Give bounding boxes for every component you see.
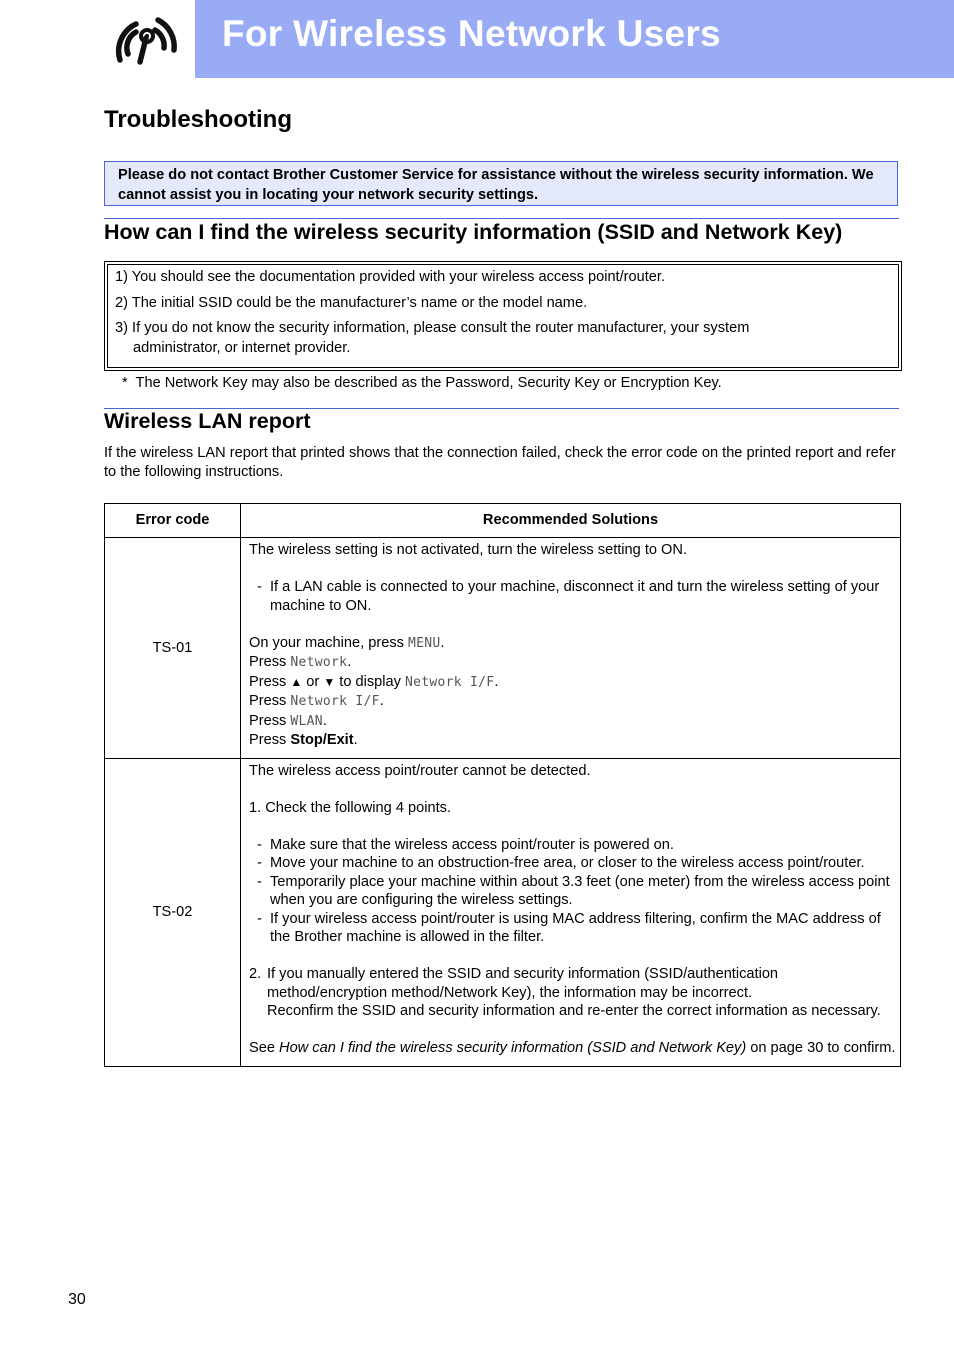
col-header-error-code: Error code [105,504,241,538]
error-code-table [104,503,901,1067]
step-line: Press WLAN. [249,712,327,729]
list-item: - Temporarily place your machine within about 3.3 feet (one meter) from the wireless access point when you are configuring the wireless settings. [249,873,898,910]
step-line: Press Network. [249,654,352,670]
table-row [105,758,901,1066]
list-item: - Move your machine to an obstruction-free area, or closer to the wireless access point/router. [249,854,898,873]
col-header-solutions: Recommended Solutions [241,504,901,538]
ssid-item-1: 1) You should see the documentation provided with your wireless access point/router. [115,269,666,285]
step-2: 2. If you manually entered the SSID and security information (SSID/authentication method/encryption method/Network Key), the information may be incorrect. Reconfirm the SSID and security information and re-enter the correct information as necessary. [249,966,881,1019]
error-code-ts01: TS-01 [105,538,241,759]
up-arrow-icon: ▲ [290,674,303,689]
step-1: 1. Check the following 4 points. [249,799,452,816]
list-item: - Make sure that the wireless access point/router is powered on. [249,836,898,855]
ssid-info-box [104,261,902,371]
cross-reference-link[interactable]: How can I find the wireless security information (SSID and Network Key) [279,1040,747,1056]
step-line: On your machine, press MENU. [249,634,445,651]
list-item: - If your wireless access point/router is using MAC address filtering, confirm the MAC address of the Brother machine is allowed in the filter. [249,910,898,947]
solution-ts01: The wireless setting is not activated, turn the wireless setting to ON. - If a LAN cable is connected to your machine, disconnect it and turn the wireless setting of your machine to ON. On your machine, press MENU. Press Network. Press ▲ or ▼ to display Network I/F. Press Network I/F. Press WLAN. Press Stop/Exit. [241,538,901,759]
header-band [195,0,954,78]
table-row [105,538,901,759]
wlan-report-heading: Wireless LAN report [104,409,311,433]
ssid-item-2: 2) The initial SSID could be the manufacturer’s name or the model name. [115,295,588,311]
step-line: Press Network I/F. [249,693,384,709]
page-header-title: For Wireless Network Users [222,13,721,54]
ssid-heading: How can I find the wireless security information (SSID and Network Key) [104,220,843,244]
solution-ts02: The wireless access point/router cannot be detected. 1. Check the following 4 points. - Make sure that the wireless access point/router is powered on. - Move your machine to an obstruction-free area, or closer to the wireless access point/router. - Temporarily place your machine within about 3.3 feet (one meter) from the wireless access point when you are configuring the wireless settings. - If your wireless access point/router is using MAC address filtering, confirm the MAC address of the Brother machine is allowed in the filter. 2. If you manually entered the SSID and security information (SSID/authentication method/encryption method/Network Key), the information may be incorrect. Reconfirm the SSID and security information and re-enter the correct information as necessary. See How can I find the wireless security information (SSID and Network Key) on page 30 to confirm. [241,758,901,1066]
section-divider [104,218,899,219]
step-line: Press Stop/Exit. [249,732,358,748]
ssid-item-3: 3) If you do not know the security information, please consult the router manufacturer, your system administrator, or internet provider. [115,320,750,356]
see-reference: See How can I find the wireless security information (SSID and Network Key) on page 30 to confirm. [249,1040,896,1056]
wireless-icon [100,10,190,70]
error-code-ts02: TS-02 [105,758,241,1066]
list-item: - If a LAN cable is connected to your machine, disconnect it and turn the wireless setting of your machine to ON. [249,578,898,615]
table-header-row [105,504,901,538]
network-key-footnote: * The Network Key may also be described as the Password, Security Key or Encryption Key. [122,375,722,391]
wlan-report-intro: If the wireless LAN report that printed shows that the connection failed, check the error code on the printed report and refer to the following instructions. [104,445,896,480]
page-number: 30 [68,1291,86,1308]
troubleshooting-heading: Troubleshooting [104,106,292,133]
notice-text: Please do not contact Brother Customer Service for assistance without the wireless security information. We cannot assist you in locating your network security settings. [118,167,874,203]
down-arrow-icon: ▼ [323,674,336,689]
step-line: Press ▲ or ▼ to display Network I/F. [249,673,499,690]
notice-box [104,161,898,206]
